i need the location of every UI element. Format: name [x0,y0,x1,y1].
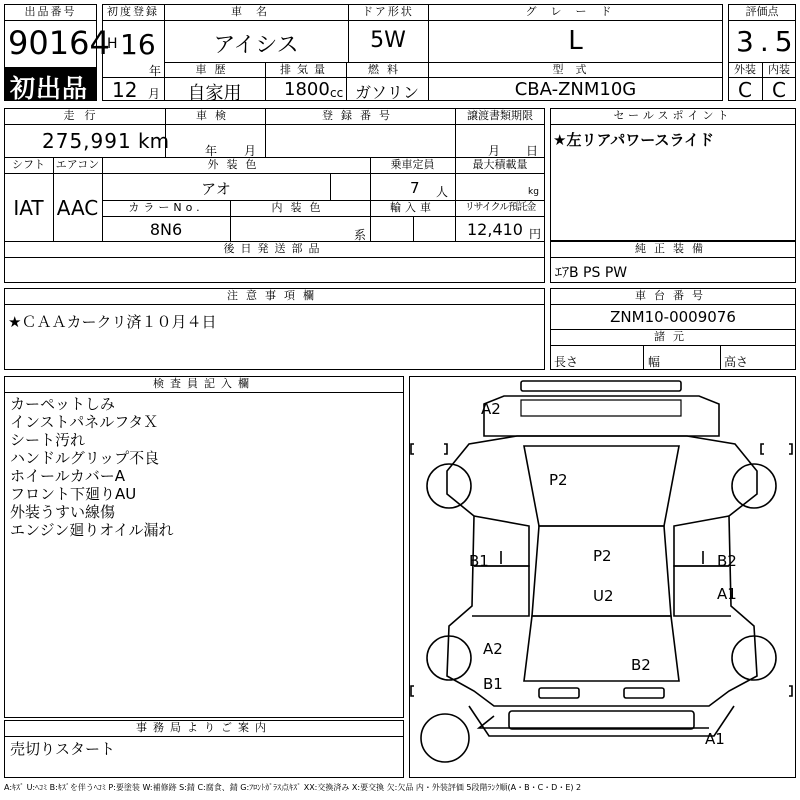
history-label: 車歴 [195,63,234,76]
width-label: 幅 [648,355,661,369]
damage-mark: U2 [593,587,614,605]
office-value: 売切りスタート [10,740,116,758]
lot-label: 出品番号 [24,5,77,18]
recycle-value: 12,410 [467,220,523,239]
inspector-line: ホイールカバーA [10,467,125,485]
ac-label: エアコン [55,158,100,171]
sales-value: ★左リアパワースライド [553,131,715,149]
mileage-value: 275,991 [42,129,132,153]
displacement-value: 1800 [284,79,330,100]
chassis-value: ZNM10-0009076 [610,308,736,326]
import-label: 輸入車 [390,201,435,214]
inspector-line: シート汚れ [10,431,86,449]
ac-value: AAC [56,196,99,220]
inspector-line: ハンドルグリップ不良 [10,449,160,467]
displacement-unit: cc [330,86,344,100]
mileage-unit: km [138,129,170,153]
damage-mark: P2 [593,547,612,565]
first-listing-text: 初出品 [10,74,89,103]
grade-value: L [568,26,583,56]
inspection-label: 車検 [196,109,234,122]
sales-box [550,108,796,241]
int-color-unit: 系 [354,228,367,242]
lot-number: 90164 [8,24,110,62]
inspection-month-unit: 月 [244,144,257,158]
score-label: 評価点 [745,5,779,18]
legend: A:ｷｽﾞ U:ﾍｺﾐ B:ｷｽﾞを伴うﾍｺﾐ P:要塗装 W:補修跡 S:錆 C:腐食、錆 G:ﾌﾛﾝﾄｶﾞﾗｽ点ｷｽﾞ XX:交換済み X:要交換 欠:欠品 内・外装評価 5段階ﾗﾝｸ順(A・B・C・D・E) 2 [4,783,582,792]
recycle-unit: 円 [529,227,542,241]
damage-mark: B2 [631,656,651,674]
transfer-month-unit: 月 [488,144,501,158]
damage-mark: A2 [483,640,503,658]
height-label: 高さ [724,355,749,369]
reg-month: 12 [112,78,138,102]
door-value: 5W [370,28,406,53]
transfer-day-unit: 日 [526,144,539,158]
damage-mark: B1 [469,552,489,570]
ext-color-value: アオ [201,180,231,198]
inspector-line: インストパネルフタＸ [10,413,159,431]
recycle-label: リサイクル預託金 [464,202,536,213]
ext-color-label: 外装色 [207,158,265,171]
damage-mark: P2 [549,471,568,489]
capacity-unit: 人 [436,185,449,199]
damage-mark: A1 [717,585,737,603]
door-label: ドア形状 [362,5,414,18]
name-label: 車名 [231,5,281,18]
equipment-value: ｴｱB PS PW [555,265,628,281]
mileage-label: 走行 [63,109,106,122]
damage-mark: A1 [705,730,725,748]
interior-value: C [772,78,786,102]
car-damage-diagram [409,376,796,778]
shift-label: シフト [12,158,45,171]
capacity-label: 乗車定員 [390,158,435,171]
transfer-label: 譲渡書類期限 [467,109,533,122]
inspection-year-unit: 年 [205,144,218,158]
exterior-label: 外装 [734,63,756,76]
reg-year-unit: 年 [149,64,162,78]
model-value: CBA-ZNM10G [514,79,637,100]
later-parts-label: 後日発送部品 [223,242,326,255]
displacement-label: 排気量 [280,63,331,76]
fuel-value: ガソリン [354,83,419,102]
history-value: 自家用 [187,83,242,104]
inspector-line: 外装うすい線傷 [10,503,116,521]
grade-label: グレード [525,5,626,18]
equipment-label: 純正装備 [635,242,711,255]
inspector-lines [10,395,174,539]
reg-month-unit: 月 [148,87,161,101]
inspector-line: カーペットしみ [10,395,116,413]
inspector-label: 検査員記入欄 [153,377,255,390]
capacity-value: 7 [410,179,420,197]
notes-label: 注意事項欄 [227,289,322,302]
damage-mark: A2 [481,400,501,418]
reg-era: H [107,36,118,52]
color-no-label: カラーNo. [128,201,204,214]
load-label: 最大積載量 [472,158,528,171]
interior-label: 内装 [768,63,790,76]
sales-label: セールスポイント [613,109,733,122]
shift-value: IAT [13,196,44,220]
regno-label: 登録番号 [322,109,398,122]
load-unit: kg [528,187,539,197]
model-label: 型式 [552,63,599,76]
inspector-line: エンジン廻りオイル漏れ [10,521,174,539]
fuel-label: 燃料 [368,63,406,76]
chassis-label: 車台番号 [635,289,711,302]
color-no-value: 8N6 [149,220,183,239]
reg-label: 初度登録 [107,5,159,18]
reg-year: 16 [120,28,156,61]
office-label: 事務局よりご案内 [136,721,272,734]
length-label: 長さ [554,355,579,369]
exterior-value: C [738,78,752,102]
damage-mark: B1 [483,675,503,693]
score-value: 3.5 [736,25,799,58]
dims-label: 諸元 [654,330,692,343]
car-name: アイシス [213,33,299,58]
inspector-line: フロント下廻りAU [10,485,137,503]
notes-value: ★ＣＡＡカークリ済１０月４日 [8,313,217,331]
int-color-label: 内装色 [271,201,329,214]
damage-mark: B2 [717,552,737,570]
